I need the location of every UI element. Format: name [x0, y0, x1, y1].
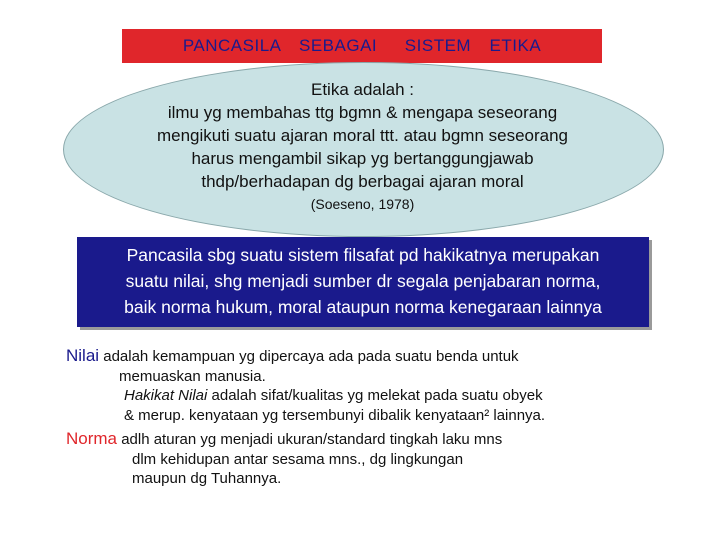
norma-term: Norma: [66, 429, 118, 448]
pancasila-line: baik norma hukum, moral ataupun norma kenegaraan lainnya: [124, 297, 602, 317]
ethics-line: ilmu yg membahas ttg bgmn & mengapa seseorang: [167, 103, 558, 122]
norma-def-line: maupun dg Tuhannya.: [132, 470, 282, 487]
nilai-def-line: adalah kemampuan yg dipercaya ada pada suatu benda untuk: [103, 348, 519, 365]
title-banner: [122, 29, 602, 63]
ethics-definition: [90, 78, 635, 215]
nilai-definition: [66, 346, 716, 367]
definitions-section: [66, 346, 716, 489]
pancasila-line: suatu nilai, shg menjadi sumber dr segala penjabaran norma,: [125, 271, 601, 291]
ethics-line: thdp/berhadapan dg berbagai ajaran moral: [201, 172, 524, 191]
nilai-def-line: memuaskan manusia.: [119, 367, 266, 385]
ethics-line: mengikuti suatu ajaran moral ttt. atau bgmn seseorang: [156, 126, 569, 145]
norma-definition: [66, 429, 716, 450]
pancasila-line: Pancasila sbg suatu sistem filsafat pd hakikatnya merupakan: [126, 245, 600, 265]
nilai-term: Nilai: [66, 346, 100, 365]
ethics-heading: Etika adalah :: [310, 80, 414, 99]
title-text: PANCASILA SEBAGAI SISTEM ETIKA: [182, 36, 542, 55]
hakikat-nilai-line: & merup. kenyataan yg tersembunyi dibalik kenyataan² lainnya.: [124, 406, 546, 424]
hakikat-nilai-line: adalah sifat/kualitas yg melekat pada suatu obyek: [211, 387, 543, 404]
pancasila-statement: [77, 242, 649, 320]
norma-def-line: dlm kehidupan antar sesama mns., dg lingkungan: [132, 450, 464, 468]
ethics-line: harus mengambil sikap yg bertanggungjawab: [191, 149, 534, 168]
ethics-source: (Soeseno, 1978): [310, 196, 415, 212]
hakikat-nilai-term: Hakikat Nilai: [124, 387, 208, 404]
hakikat-nilai-definition: [66, 386, 716, 406]
norma-def-line: adlh aturan yg menjadi ukuran/standard tingkah laku mns: [121, 431, 503, 448]
